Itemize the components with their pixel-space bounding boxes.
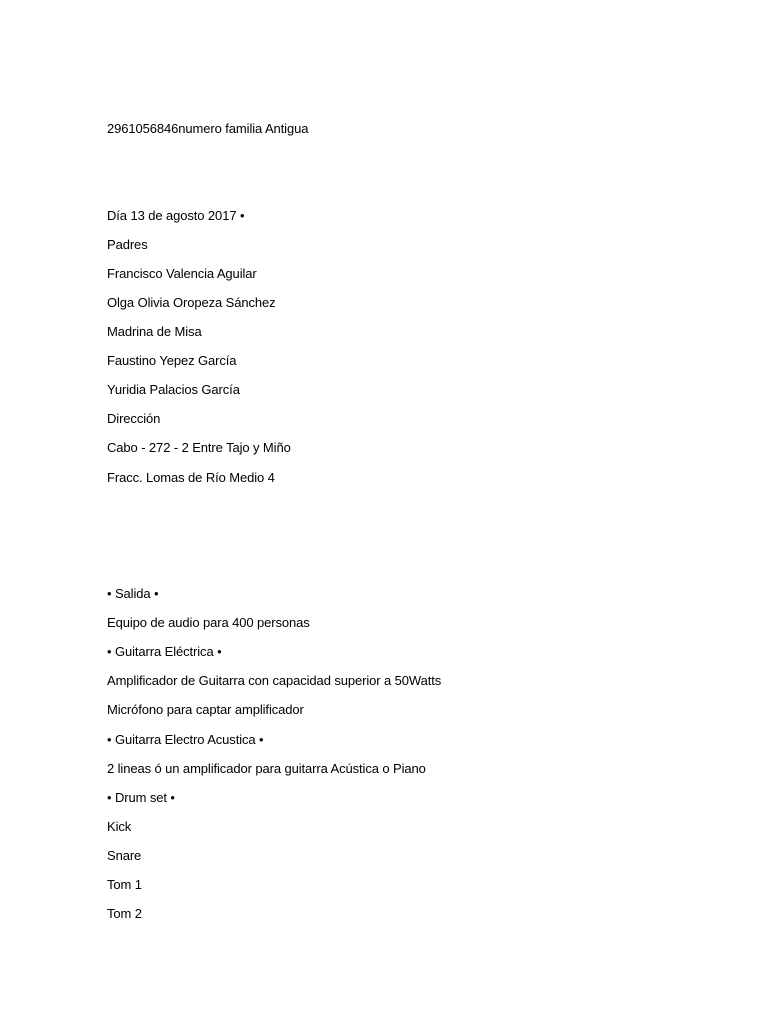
address-heading: Dirección: [107, 411, 161, 426]
phone-line: 2961056846numero familia Antigua: [107, 121, 309, 136]
parents-heading: Padres: [107, 237, 148, 252]
godparent-name: Yuridia Palacios García: [107, 382, 240, 397]
electric-guitar-item: Amplificador de Guitarra con capacidad superior a 50Watts: [107, 673, 442, 688]
parent-name: Francisco Valencia Aguilar: [107, 266, 257, 281]
drum-heading: • Drum set •: [107, 790, 175, 805]
address-line: Cabo - 272 - 2 Entre Tajo y Miño: [107, 440, 291, 455]
address-line: Fracc. Lomas de Río Medio 4: [107, 470, 275, 485]
godparents-heading: Madrina de Misa: [107, 324, 202, 339]
acoustic-guitar-item: 2 lineas ó un amplificador para guitarra Acústica o Piano: [107, 761, 426, 776]
event-date: Día 13 de agosto 2017 •: [107, 208, 245, 223]
output-item: Equipo de audio para 400 personas: [107, 615, 310, 630]
acoustic-guitar-heading: • Guitarra Electro Acustica •: [107, 732, 264, 747]
output-heading: • Salida •: [107, 586, 159, 601]
drum-item: Snare: [107, 848, 142, 863]
drum-item: Tom 2: [107, 906, 142, 921]
parent-name: Olga Olivia Oropeza Sánchez: [107, 295, 276, 310]
electric-guitar-item: Micrófono para captar amplificador: [107, 702, 304, 717]
drum-item: Kick: [107, 819, 132, 834]
drum-item: Tom 1: [107, 877, 142, 892]
godparent-name: Faustino Yepez García: [107, 353, 237, 368]
electric-guitar-heading: • Guitarra Eléctrica •: [107, 644, 222, 659]
